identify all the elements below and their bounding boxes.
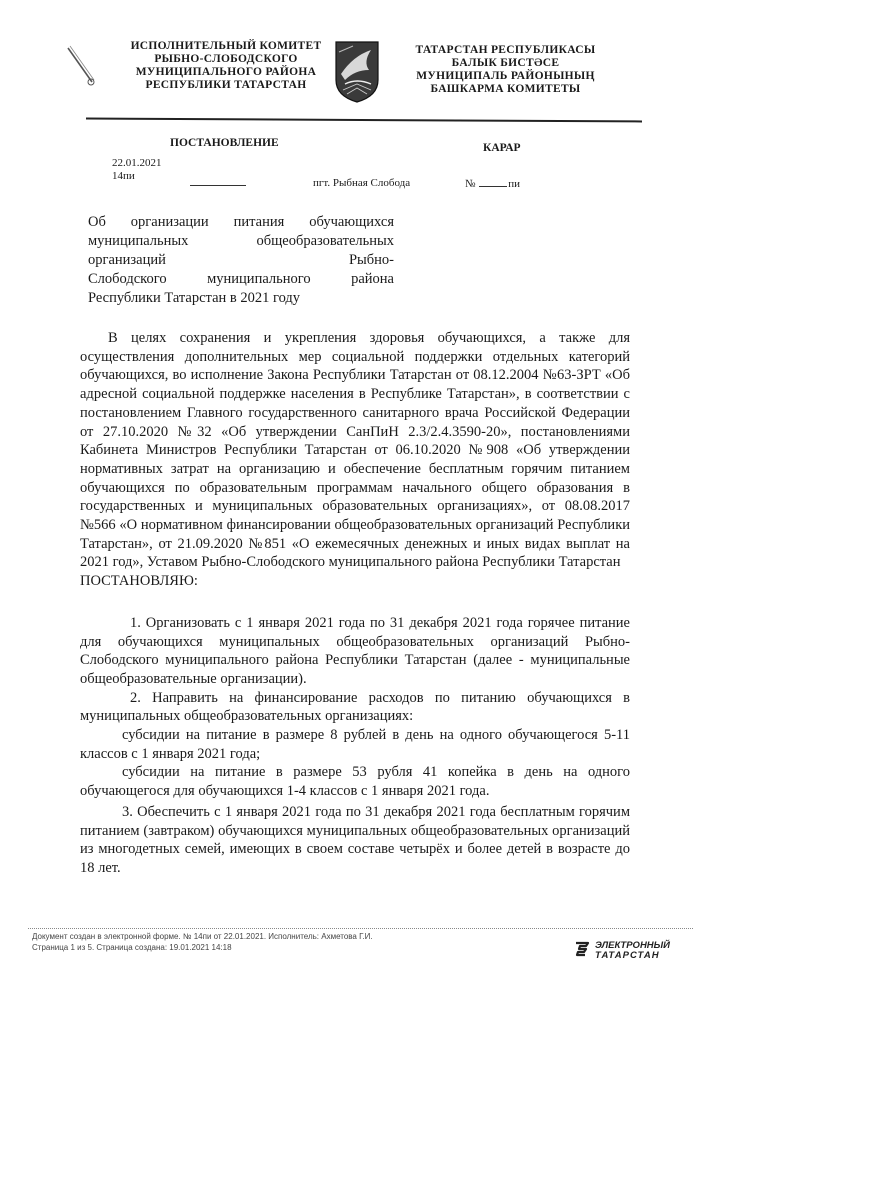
doc-reg-code: 14пи (112, 170, 135, 182)
doc-number-suffix: пи (508, 178, 521, 190)
header-right-line: БАЛЫК БИСТӘСЕ (451, 57, 560, 69)
number-blank-line (479, 186, 507, 187)
header-left-line: РЫБНО-СЛОБОДСКОГО (154, 53, 298, 65)
footer-line: Страница 1 из 5. Страница создана: 19.01.2021 14:18 (32, 942, 232, 952)
item-3-paragraph: 3. Обеспечить с 1 января 2021 года по 31 декабря 2021 года бесплатным горячим питанием (завтраком) обучающихся муниципальных общеобразовательных организаций из многодетных семей, имеющих в своем составе четырёх и более детей в возрасте до 18 лет. (80, 803, 630, 876)
logo-line-2: ТАТАРСТАН (595, 950, 660, 961)
header-right-line: МУНИЦИПАЛЬ РАЙОНЫНЫҢ (416, 70, 595, 82)
item-1-paragraph: 1. Организовать с 1 января 2021 года по 31 декабря 2021 года горячее питание для обучающихся муниципальных общеобразовательных организаций Рыбно-Слободского муниципального района Республики Татарстан (далее - муниципальные общеобразовательные организации). (80, 614, 630, 687)
header-left-line: ИСПОЛНИТЕЛЬНЫЙ КОМИТЕТ (130, 40, 322, 52)
footer-info (32, 932, 552, 953)
preamble-paragraph: В целях сохранения и укрепления здоровья обучающихся, а также для осуществления дополнительных мер социальной поддержки отдельных категорий обучающихся, во исполнение Закона Республики Татарстан от 08.12.2004 №63-ЗРТ «Об адресной социальной поддержке населения в Республике Татарстан», в соответствии с постановлением Главного государственного санитарного врача Российской Федерации от 27.10.2020 №32 «Об утверждении СанПиН 2.3/2.4.3590-20», постановлениями Кабинета Министров Республики Татарстан от 06.10.2020 №908 «Об утверждении нормативных затрат на организацию и обеспечение бесплатным горячим питанием обучающихся по образовательным программам начального общего образования в государственных и муниципальных образовательных организациях», от 08.08.2017 №566 «О нормативном финансировании общеобразовательных организаций Республики Татарстан», от 21.09.2020 №851 «О ежемесячных денежных и иных видах выплат на 2021 год», Уставом Рыбно-Слободского муниципального района Республики Татарстан (80, 330, 630, 571)
decree-word: ПОСТАНОВЛЯЮ: (80, 573, 198, 590)
subject-line: Об организации питания обучающихся (88, 214, 394, 230)
subject-line: муниципальных общеобразовательных (88, 233, 394, 249)
footer-divider (28, 928, 693, 929)
header-right-line: ТАТАРСТАН РЕСПУБЛИКАСЫ (415, 44, 596, 56)
doc-subject (88, 213, 394, 308)
doc-title-ru: ПОСТАНОВЛЕНИЕ (170, 137, 279, 149)
logo-line-1: ЭЛЕКТРОННЫЙ (595, 940, 670, 951)
header-divider (86, 118, 642, 123)
doc-date-block (112, 157, 162, 183)
doc-title-tt: КАРАР (483, 142, 521, 154)
e-tatarstan-icon (573, 941, 593, 959)
subject-line: Республики Татарстан в 2021 году (88, 290, 301, 306)
subject-line: организаций Рыбно- (88, 252, 394, 268)
doc-place: пгт. Рыбная Слобода (313, 177, 411, 189)
header-left-ru (120, 40, 332, 92)
item-2a-paragraph: субсидии на питание в размере 8 рублей в день на одного обучающегося 5-11 классов с 1 января 2021 года; (80, 727, 630, 762)
electronic-tatarstan-logo (573, 940, 669, 962)
item-2-paragraph: 2. Направить на финансирование расходов по питанию обучающихся в муниципальных общеобразовательных организациях: (80, 689, 630, 725)
doc-date: 22.01.2021 (112, 157, 162, 169)
subject-line: Слободского муниципального района (88, 271, 394, 287)
footer-line: Документ создан в электронной форме. № 14пи от 22.01.2021. Исполнитель: Ахметова Г.И. (32, 932, 373, 941)
doc-body (80, 329, 630, 878)
doc-number (465, 178, 520, 190)
date-blank-line (190, 185, 246, 186)
doc-number-prefix: № (465, 178, 476, 190)
coat-of-arms-emblem (333, 40, 381, 104)
header-left-line: МУНИЦИПАЛЬНОГО РАЙОНА (135, 66, 317, 78)
header-left-line: РЕСПУБЛИКИ ТАТАРСТАН (145, 79, 307, 91)
paper-clip-mark (64, 44, 98, 88)
item-2b-paragraph: субсидии на питание в размере 53 рубля 41 копейка в день на одного обучающегося для обучающихся 1-4 классов с 1 января 2021 года. (80, 764, 630, 800)
header-right-tt (398, 44, 613, 96)
header-right-line: БАШКАРМА КОМИТЕТЫ (430, 83, 581, 95)
